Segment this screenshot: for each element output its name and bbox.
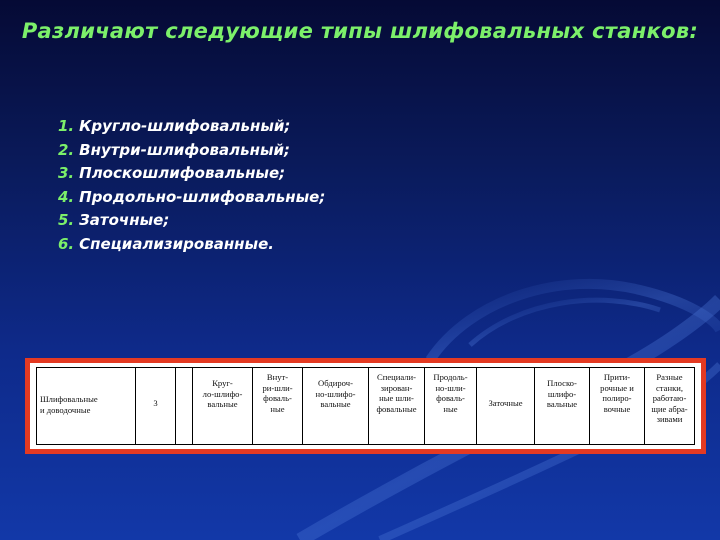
- classification-table-frame: [25, 358, 706, 454]
- table-cell: [369, 368, 425, 444]
- table-cell-text: Специали- зирован- ные шли- фовальные: [376, 372, 417, 414]
- table-cell-text: Продоль- но-шли- фоваль- ные: [433, 372, 468, 414]
- list-item-text: Плоскошлифовальные;: [79, 164, 286, 183]
- table-cell-text: Заточные: [488, 398, 523, 408]
- table-cell: [590, 368, 645, 444]
- list-item-text: Продольно-шлифовальные;: [79, 187, 326, 206]
- list-item: [58, 162, 325, 186]
- table-cell-text: Разные станки, работаю- щие абра- зивами: [651, 372, 688, 424]
- table-cell: [37, 368, 136, 444]
- list-item: [58, 233, 325, 257]
- table-cell-text: Внут- ри-шли- фоваль- ные: [262, 372, 293, 414]
- table-cell: [176, 368, 193, 444]
- list-item: [58, 209, 325, 233]
- table-cell-text: Шлифовальные и доводочные: [40, 394, 98, 415]
- table-cell: [477, 368, 535, 444]
- table-cell: [645, 368, 694, 444]
- table-cell-text: Круг- ло-шлифо- вальные: [202, 378, 243, 409]
- table-cell: [535, 368, 590, 444]
- list-item-number: 4.: [58, 187, 75, 206]
- list-item-text: Кругло-шлифовальный;: [79, 117, 291, 135]
- table-cell: [253, 368, 303, 444]
- table-cell-text: 3: [153, 398, 158, 408]
- list-item: [58, 186, 325, 210]
- table-cell: [136, 368, 176, 444]
- list-item-text: Внутри-шлифовальный;: [79, 140, 291, 159]
- list-item-number: 3.: [58, 164, 75, 183]
- table-cell: [303, 368, 369, 444]
- list-item-number: 1.: [58, 117, 75, 135]
- machine-types-list: [58, 115, 325, 257]
- list-item-number: 5.: [58, 211, 75, 230]
- table-cell: [425, 368, 477, 444]
- table-cell: [193, 368, 253, 444]
- table-cell-text: Плоско- шлифо- вальные: [546, 378, 578, 409]
- list-item-text: Специализированные.: [79, 234, 274, 253]
- classification-table: [36, 367, 695, 445]
- list-item-number: 6.: [58, 234, 75, 253]
- list-item: [58, 139, 325, 163]
- list-item: [58, 115, 325, 139]
- table-cell-text: Обдироч- но-шлифо- вальные: [315, 378, 356, 409]
- page-title: Различают следующие типы шлифовальных станков:: [21, 19, 699, 43]
- table-cell-text: Прити- рочные и полиро- вочные: [600, 372, 634, 414]
- list-item-number: 2.: [58, 140, 75, 159]
- list-item-text: Заточные;: [79, 211, 170, 230]
